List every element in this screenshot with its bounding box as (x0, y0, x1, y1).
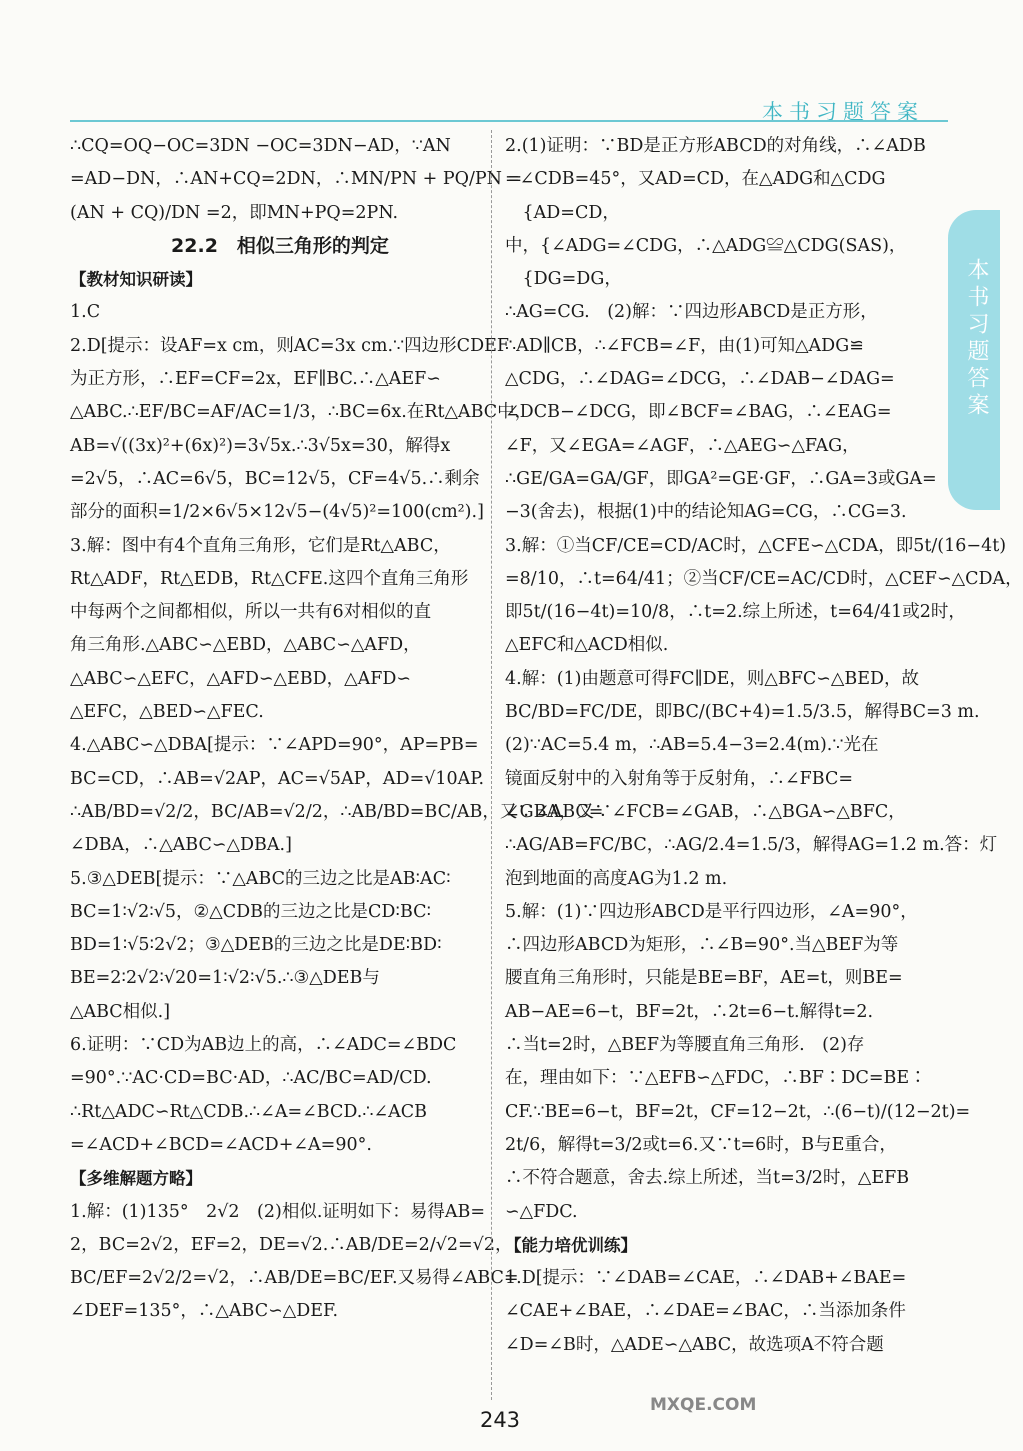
text-line: ∠D=∠B时，△ADE∽△ABC，故选项A不符合题 (505, 1334, 884, 1355)
text-line: BC=CD，∴AB=√2AP，AC=√5AP，AD=√10AP. (70, 768, 485, 789)
page-number: 243 (479, 1408, 521, 1432)
text-line: ∠GBA，又∵∠FCB=∠GAB，∴△BGA∽△BFC， (505, 801, 906, 822)
text-line: −3(舍去)，根据(1)中的结论知AG=CG，∴CG=3. (505, 502, 907, 523)
text-line: 3.解：①当CF/CE=CD/AC时，△CFE∽△CDA，即5t/(16−4t) (505, 535, 1007, 556)
text-line: ∴AB/BD=√2/2，BC/AB=√2/2，∴AB/BD=BC/AB，又∵∠ABC= (70, 801, 604, 822)
text-line: (2)∵AC=5.4 m，∴AB=5.4−3=2.4(m).∵光在 (505, 735, 879, 756)
text-line: CF.∵BE=6−t，BF=2t，CF=12−2t，∴(6−t)/(12−2t)= (505, 1101, 971, 1122)
text-line: △EFC，△BED∽△FEC. (70, 702, 264, 723)
text-line: 镜面反射中的入射角等于反射角，∴∠FBC= (505, 768, 854, 789)
text-line: 中每两个之间都相似，所以一共有6对相似的直 (70, 602, 432, 623)
text-line: △EFC和△ACD相似. (505, 635, 669, 656)
text-line: 腰直角三角形时，只能是BE=BF，AE=t，则BE= (505, 968, 903, 989)
text-line: =AD−DN，∴AN+CQ=2DN，∴MN/PN + PQ/PN = (70, 169, 523, 190)
text-line: (AN + CQ)/DN =2，即MN+PQ=2PN. (70, 202, 399, 223)
text-line: ∴Rt△ADC∽Rt△CDB.∴∠A=∠BCD.∴∠ACB (70, 1101, 428, 1122)
text-line: {DG=DG， (505, 269, 622, 290)
text-line: 在，理由如下：∵△EFB∽△FDC，∴BF∶DC=BE∶ (505, 1068, 927, 1089)
text-line: =2√5，∴AC=6√5，BC=12√5，CF=4√5.∴剩余 (70, 468, 480, 489)
text-line: ∠DCB−∠DCG，即∠BCF=∠BAG，∴∠EAG= (505, 402, 892, 423)
text-line: ∽△FDC. (505, 1201, 578, 1222)
column-divider (491, 130, 492, 1400)
text-line: =8/10，∴t=64/41；②当CF/CE=AC/CD时，△CEF∽△CDA， (505, 568, 1023, 589)
text-line: △ABC.∴EF/BC=AF/AC=1/3，∴BC=6x.在Rt△ABC中， (70, 402, 533, 423)
text-line: {AD=CD， (505, 202, 620, 223)
text-line: BD=1∶√5∶2√2；③△DEB的三边之比是DE∶BD∶ (70, 935, 442, 956)
text-line: ∠CAE+∠BAE，∴∠DAE=∠BAC，∴当添加条件 (505, 1301, 906, 1322)
text-line: ∴当t=2时，△BEF为等腰直角三角形. (2)存 (505, 1035, 865, 1056)
text-line: ∴CQ=OQ−OC=3DN −OC=3DN−AD，∵AN (70, 136, 451, 156)
text-line: ∴四边形ABCD为矩形，∴∠B=90°.当△BEF为等 (505, 935, 899, 956)
text-line: △ABC∽△EFC，△AFD∽△EBD，△AFD∽ (70, 668, 412, 689)
text-line: BE=2∶2√2∶√20=1∶√2∶√5.∴③△DEB与 (70, 968, 380, 989)
text-line: ∴AG=CG. (2)解：∵四边形ABCD是正方形， (505, 302, 878, 323)
text-line: 1.C (70, 302, 101, 323)
text-line: Rt△ADF，Rt△EDB，Rt△CFE.这四个直角三角形 (70, 568, 469, 589)
text-line: 中，{∠ADG=∠CDG，∴△ADG≌△CDG(SAS)， (505, 235, 907, 256)
text-line: ∴不符合题意，舍去.综上所述，当t=3/2时，△EFB (505, 1168, 910, 1189)
text-line: 1.D[提示：∵∠DAB=∠CAE，∴∠DAB+∠BAE= (505, 1268, 907, 1289)
text-line: 2.(1)证明：∵BD是正方形ABCD的对角线，∴∠ADB (505, 136, 926, 156)
text-line: 即5t/(16−4t)=10/8，∴t=2.综上所述，t=64/41或2时， (505, 602, 966, 623)
text-line: ∠DEF=135°，∴△ABC∽△DEF. (70, 1301, 339, 1322)
text-line: 2，BC=2√2，EF=2，DE=√2.∴AB/DE=2/√2=√2， (70, 1234, 513, 1255)
text-line: ∠F，又∠EGA=∠AGF，∴△AEG∽△FAG， (505, 435, 860, 456)
text-line: ∴GE/GA=GA/GF，即GA²=GE·GF，∴GA=3或GA= (505, 468, 937, 489)
text-line: 部分的面积=1/2×6√5×12√5−(4√5)²=100(cm²).] (70, 502, 484, 523)
text-line: 2.D[提示：设AF=x cm，则AC=3x cm.∵四边形CDEF (70, 335, 510, 356)
text-line: BC/EF=2√2/2=√2，∴AB/DE=BC/EF.又易得∠ABC= (70, 1268, 519, 1289)
text-line: 6.证明：∵CD为AB边上的高，∴∠ADC=∠BDC (70, 1035, 457, 1056)
text-line: ∠DBA，∴△ABC∽△DBA.] (70, 835, 292, 856)
watermark: MXQE.COM (650, 1395, 757, 1415)
text-line: =90°.∵AC·CD=BC·AD，∴AC/BC=AD/CD. (70, 1068, 432, 1089)
text-line: AB=√((3x)²+(6x)²)=3√5x.∴3√5x=30，解得x (70, 435, 451, 456)
text-line: △ABC相似.] (70, 1001, 171, 1022)
text-line: 2t/6，解得t=3/2或t=6.又∵t=6时，B与E重合， (505, 1134, 897, 1155)
text-line: △CDG，∴∠DAG=∠DCG，∴∠DAB−∠DAG= (505, 369, 895, 390)
text-line: ∴AD∥CB，∴∠FCB=∠F，由(1)可知△ADG≌ (505, 335, 864, 356)
text-line: 4.△ABC∽△DBA[提示：∵∠APD=90°，AP=PB= (70, 735, 479, 756)
header-title: 本书习题答案 (762, 100, 924, 124)
text-line: 5.③△DEB[提示：∵△ABC的三边之比是AB∶AC∶ (70, 868, 451, 889)
section-subhead: 【教材知识研读】 (70, 270, 202, 290)
section-subhead: 【多维解题方略】 (70, 1169, 202, 1189)
text-line: 4.解：(1)由题意可得FC∥DE，则△BFC∽△BED，故 (505, 668, 920, 689)
text-line: AB−AE=6−t，BF=2t，∴2t=6−t.解得t=2. (505, 1001, 874, 1022)
text-line: ∴AG/AB=FC/BC，∴AG/2.4=1.5/3，解得AG=1.2 m.答：灯 (505, 835, 998, 856)
text-line: 泡到地面的高度AG为1.2 m. (505, 868, 728, 889)
text-line: =∠CDB=45°，又AD=CD，在△ADG和△CDG (505, 169, 886, 190)
side-tab-label: 本书习题答案 (964, 258, 989, 420)
text-line: BC=1∶√2∶√5，②△CDB的三边之比是CD∶BC∶ (70, 901, 432, 922)
text-line: 3.解：图中有4个直角三角形，它们是Rt△ABC， (70, 535, 451, 556)
text-line: 5.解：(1)∵四边形ABCD是平行四边形，∠A=90°， (505, 901, 918, 922)
text-line: 1.解：(1)135° 2√2 (2)相似.证明如下：易得AB= (70, 1201, 486, 1222)
text-line: 角三角形.△ABC∽△EBD，△ABC∽△AFD， (70, 635, 421, 656)
header-rule (70, 120, 948, 122)
section-subhead: 【能力培优训练】 (505, 1235, 637, 1255)
text-line: 为正方形，∴EF=CF=2x，EF∥BC.∴△AEF∽ (70, 369, 441, 390)
text-line: =∠ACD+∠BCD=∠ACD+∠A=90°. (70, 1134, 372, 1155)
section-title: 22.2 相似三角形的判定 (171, 234, 389, 257)
text-line: BC/BD=FC/DE，即BC/(BC+4)=1.5/3.5，解得BC=3 m. (505, 702, 980, 723)
